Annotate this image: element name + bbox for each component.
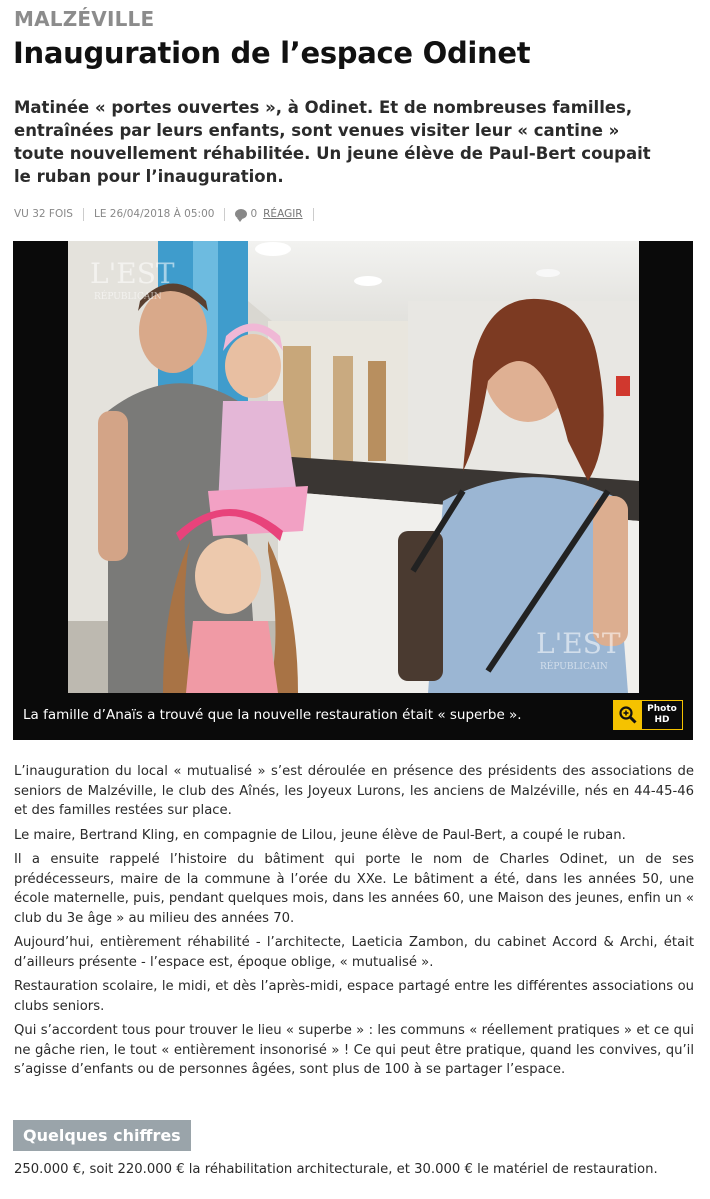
magnifier-plus-icon <box>614 701 642 729</box>
body-paragraph: Il a ensuite rappelé l’histoire du bâtiment qui porte le nom de Charles Odinet, un de ses prédécesseurs, maire de la commune à l’orée du XXe. Le bâtiment a été, dans les années 50, une école maternelle, puis, pendant quelques mois, dans les années 60, une Maison des jeunes, enfin un « club du 3e âge » au milieu des années 70. <box>14 852 694 926</box>
body-paragraph: Qui s’accordent tous pour trouver le lieu « superbe » : les communs « réellement pratiques » et ce qui ne gâche rien, le tout « entièrement insonorisé » ! Ce qui peut être pratique, quand les convives, qu’il s’agisse d’enfants ou de personnes âgées, sont plus de 100 à se partager l’espace. <box>14 1023 694 1077</box>
family-photo-illustration <box>68 241 639 693</box>
article-headline: Inauguration de l’espace Odinet <box>13 36 531 70</box>
body-paragraph: Le maire, Bertrand Kling, en compagnie de Lilou, jeune élève de Paul-Bert, a coupé le ruban. <box>14 827 626 843</box>
photo-hd-line2: HD <box>654 715 670 725</box>
article-photo[interactable] <box>68 241 639 693</box>
photo-watermark-top-sub: RÉPUBLICAIN <box>94 292 162 302</box>
photo-frame <box>13 241 693 740</box>
view-count: VU 32 FOIS <box>14 208 73 220</box>
meta-divider <box>83 208 84 221</box>
publish-date: LE 26/04/2018 À 05:00 <box>93 208 215 220</box>
comment-count-value: 0 <box>250 208 258 220</box>
article-chapo: Matinée « portes ouvertes », à Odinet. Et de nombreuses familles, entraînées par leurs enfants, sont venues visiter leur « cantine » toute nouvellement réhabilitée. Un jeune élève de Paul-Bert coupait le ruban pour l’inauguration. <box>14 98 651 186</box>
body-paragraph: Restauration scolaire, le midi, et dès l’après-midi, espace partagé entre les différentes associations ou clubs seniors. <box>14 979 694 1014</box>
photo-watermark-bottom: L'EST <box>536 627 621 660</box>
photo-watermark-bottom-sub: RÉPUBLICAIN <box>540 662 608 672</box>
photo-hd-line1: Photo <box>647 704 677 714</box>
section-figures: 250.000 €, soit 220.000 € la réhabilitation architecturale, et 30.000 € le matériel de restauration. <box>14 1162 658 1177</box>
photo-hd-label <box>642 704 682 726</box>
article-body <box>14 762 694 1085</box>
meta-divider <box>224 208 225 221</box>
comment-bubble-icon <box>235 209 247 219</box>
section-title: Quelques chiffres <box>13 1120 191 1151</box>
meta-divider <box>313 208 314 221</box>
photo-caption: La famille d’Anaïs a trouvé que la nouvelle restauration était « superbe ». <box>23 707 522 723</box>
react-link[interactable]: RÉAGIR <box>263 208 303 220</box>
photo-watermark-top: L'EST <box>90 257 175 290</box>
article-meta <box>14 206 324 222</box>
caption-bar <box>13 693 693 740</box>
photo-hd-button[interactable] <box>613 700 683 730</box>
body-paragraph: L’inauguration du local « mutualisé » s’est déroulée en présence des présidents des associations de seniors de Malzéville, le club des Aînés, les Joyeux Lurons, les anciens de Malzéville, nés en 44-45-46 et des familles restées sur place. <box>14 764 694 818</box>
body-paragraph: Aujourd’hui, entièrement réhabilité - l’architecte, Laeticia Zambon, du cabinet Accord & Archi, était d’ailleurs présente - l’espace est, époque oblige, « mutualisé ». <box>14 935 694 970</box>
comment-count[interactable] <box>235 208 257 220</box>
article-kicker: MALZÉVILLE <box>14 7 155 31</box>
